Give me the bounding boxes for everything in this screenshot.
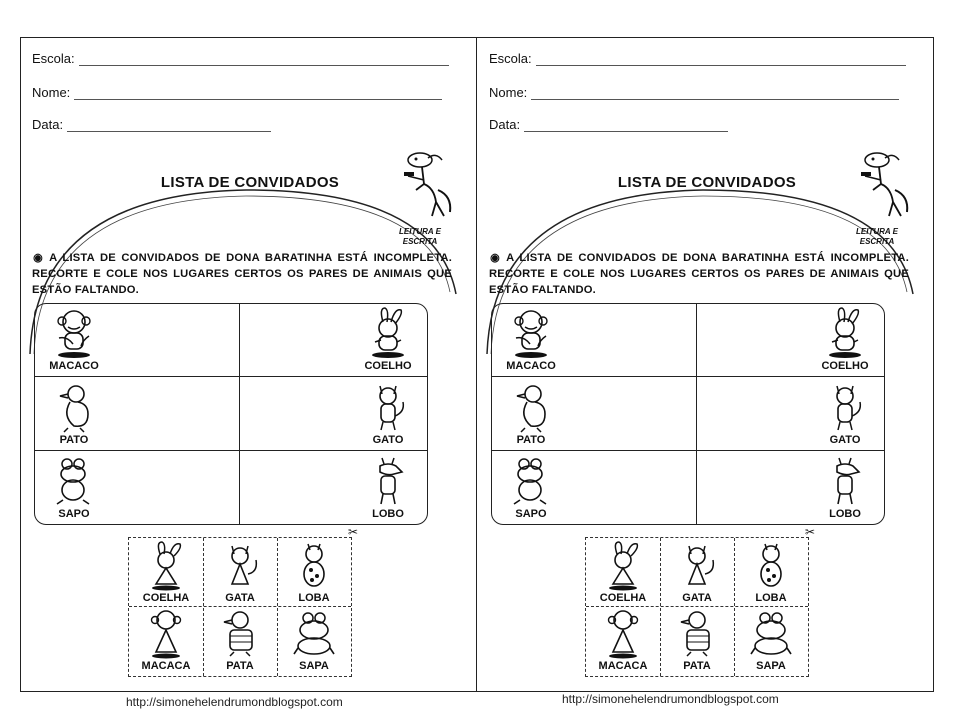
label-coelho: COELHO [821, 360, 869, 372]
name-label: Nome: [489, 85, 528, 100]
name-label: Nome: [32, 85, 71, 100]
grid-cell-gato [810, 380, 880, 446]
label-coelho: COELHO [364, 360, 412, 372]
label-sapo: SAPO [58, 508, 90, 520]
monkey-icon [508, 308, 554, 360]
grid-divider-h2 [492, 450, 884, 451]
date-field[interactable] [32, 117, 271, 132]
label-coelha: COELHA [599, 592, 647, 604]
label-loba: LOBA [755, 592, 787, 604]
cutout-sapa[interactable] [277, 608, 351, 672]
grid-cell-sapo [496, 454, 566, 520]
reading-writing-badge [845, 227, 909, 247]
duck-female-icon [218, 608, 262, 660]
grid-divider-h2 [35, 450, 427, 451]
instruction-text [32, 250, 452, 298]
label-gato: GATO [372, 434, 404, 446]
cutout-loba[interactable] [277, 540, 351, 604]
monkey-female-icon [601, 608, 645, 660]
name-line[interactable] [531, 87, 899, 100]
rabbit-female-icon [601, 540, 645, 592]
school-field[interactable] [489, 51, 906, 66]
cat-icon [368, 380, 408, 434]
grid-cell-macaco [39, 308, 109, 372]
grid-cell-lobo [810, 454, 880, 520]
horse-mascot-icon [398, 150, 458, 232]
rabbit-female-icon [144, 540, 188, 592]
monkey-icon [51, 308, 97, 360]
name-line[interactable] [74, 87, 442, 100]
school-line[interactable] [79, 53, 449, 66]
frog-icon [51, 454, 97, 508]
grid-cell-pato [39, 382, 109, 446]
grid-divider-v [239, 304, 240, 524]
wolf-female-icon [749, 540, 793, 592]
label-macaca: MACACA [598, 660, 648, 672]
grid-cell-gato [353, 380, 423, 446]
grid-cell-pato [496, 382, 566, 446]
cat-female-icon [218, 540, 262, 592]
cutout-macaca[interactable] [129, 608, 203, 672]
worksheet-title: LISTA DE CONVIDADOS [160, 174, 340, 191]
badge-line-2: ESCRITA [859, 237, 895, 246]
label-sapa: SAPA [299, 660, 329, 672]
instruction-text [489, 250, 909, 298]
label-lobo: LOBO [372, 508, 404, 520]
grid-cell-sapo [39, 454, 109, 520]
label-gata: GATA [225, 592, 255, 604]
instruction-body: A LISTA DE CONVIDADOS DE DONA BARATINHA ESTÁ INCOMPLETA. RECORTE E COLE NOS LUGARES CERTOS OS PARES DE ANIMAIS QUE ESTÃO FALTANDO. [489, 252, 910, 296]
rabbit-icon [822, 306, 868, 360]
scissors-icon: ✂ [348, 525, 359, 539]
wolf-female-icon [292, 540, 336, 592]
school-field[interactable] [32, 51, 449, 66]
frog-female-icon [747, 608, 795, 660]
date-label: Data: [32, 117, 64, 132]
frog-female-icon [290, 608, 338, 660]
grid-divider-h1 [35, 376, 427, 377]
worksheet-right [477, 37, 933, 692]
duck-icon [54, 382, 94, 434]
cat-face-icon: ◉ [490, 252, 500, 264]
name-field[interactable] [32, 85, 442, 100]
name-field[interactable] [489, 85, 899, 100]
frog-icon [508, 454, 554, 508]
duck-icon [511, 382, 551, 434]
date-field[interactable] [489, 117, 728, 132]
cutout-sheet [128, 537, 352, 677]
cutout-macaca[interactable] [586, 608, 660, 672]
label-macaco: MACACO [506, 360, 556, 372]
label-coelha: COELHA [142, 592, 190, 604]
guest-list-grid [34, 303, 428, 525]
wolf-icon [368, 454, 408, 508]
badge-line-1: LEITURA E [856, 227, 898, 236]
date-line[interactable] [524, 119, 728, 132]
label-lobo: LOBO [829, 508, 861, 520]
cat-icon [825, 380, 865, 434]
label-loba: LOBA [298, 592, 330, 604]
badge-line-1: LEITURA E [399, 227, 441, 236]
grid-divider-h1 [492, 376, 884, 377]
date-label: Data: [489, 117, 521, 132]
grid-cell-coelho [810, 306, 880, 372]
cutout-gata[interactable] [660, 540, 734, 604]
cutout-pata[interactable] [660, 608, 734, 672]
grid-cell-macaco [496, 308, 566, 372]
worksheet-title: LISTA DE CONVIDADOS [617, 174, 797, 191]
label-macaca: MACACA [141, 660, 191, 672]
cutout-gata[interactable] [203, 540, 277, 604]
label-pato: PATO [59, 434, 89, 446]
cutout-sapa[interactable] [734, 608, 808, 672]
rabbit-icon [365, 306, 411, 360]
reading-writing-badge [388, 227, 452, 247]
guest-list-grid [491, 303, 885, 525]
school-label: Escola: [489, 51, 532, 66]
cutout-pata[interactable] [203, 608, 277, 672]
label-pato: PATO [516, 434, 546, 446]
instruction-body: A LISTA DE CONVIDADOS DE DONA BARATINHA ESTÁ INCOMPLETA. RECORTE E COLE NOS LUGARES CERTOS OS PARES DE ANIMAIS QUE ESTÃO FALTANDO. [32, 252, 453, 296]
cat-female-icon [675, 540, 719, 592]
school-line[interactable] [536, 53, 906, 66]
cutout-coelha[interactable] [586, 540, 660, 604]
worksheet-left [20, 37, 476, 692]
cat-face-icon: ◉ [33, 252, 43, 264]
cutout-loba[interactable] [734, 540, 808, 604]
school-label: Escola: [32, 51, 75, 66]
scissors-icon: ✂ [805, 525, 816, 539]
label-gato: GATO [829, 434, 861, 446]
date-line[interactable] [67, 119, 271, 132]
grid-divider-v [696, 304, 697, 524]
wolf-icon [825, 454, 865, 508]
monkey-female-icon [144, 608, 188, 660]
label-sapa: SAPA [756, 660, 786, 672]
duck-female-icon [675, 608, 719, 660]
label-sapo: SAPO [515, 508, 547, 520]
badge-line-2: ESCRITA [402, 237, 438, 246]
cutout-sheet [585, 537, 809, 677]
label-macaco: MACACO [49, 360, 99, 372]
label-pata: PATA [683, 660, 711, 672]
label-gata: GATA [682, 592, 712, 604]
grid-cell-coelho [353, 306, 423, 372]
horse-mascot-icon [855, 150, 915, 232]
label-pata: PATA [226, 660, 254, 672]
footer-url-right[interactable]: http://simonehelendrumondblogspot.com [562, 692, 779, 706]
grid-cell-lobo [353, 454, 423, 520]
footer-url-left[interactable]: http://simonehelendrumondblogspot.com [126, 695, 343, 709]
cutout-coelha[interactable] [129, 540, 203, 604]
